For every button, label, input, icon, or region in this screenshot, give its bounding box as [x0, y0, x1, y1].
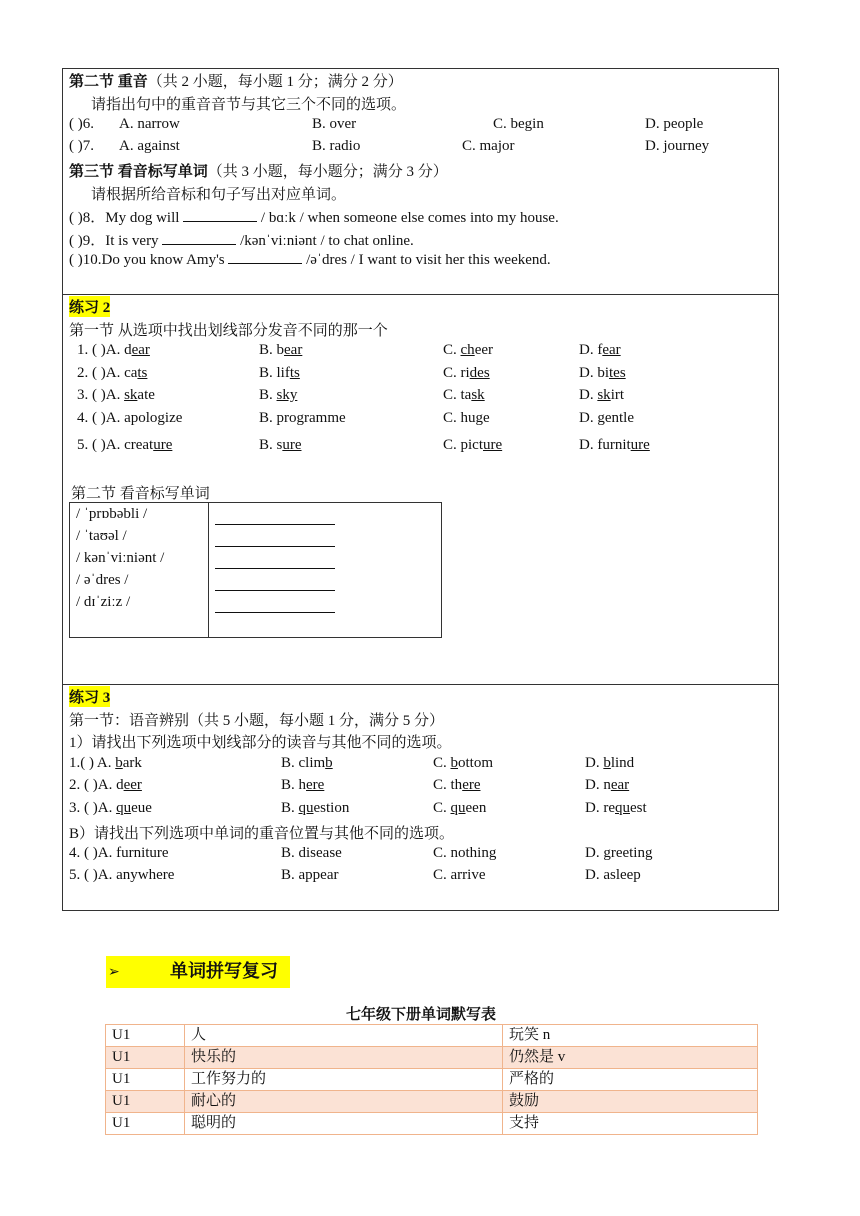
exercise-3-section1: 第一节：语音辨别（共 5 小题，每小题 1 分，满分 5 分）	[69, 713, 445, 729]
answer-line-3[interactable]	[215, 547, 335, 569]
exercise-2-item-3	[77, 387, 757, 407]
option-d: D. asleep	[585, 867, 641, 883]
option-c: C. there	[433, 777, 481, 793]
option-c: C. queen	[433, 800, 487, 816]
word-cell: 耐心的	[185, 1091, 503, 1113]
q10-stem: ( )10.Do you know Amy's	[69, 252, 225, 268]
question-8	[69, 206, 559, 227]
option-c: C. huge	[443, 410, 490, 426]
q8-ipa: / bɑːk / when someone else comes into my house.	[260, 210, 559, 226]
section2-heading	[69, 70, 403, 91]
option-d: D. fear	[579, 342, 621, 358]
q8-stem: ( )8．My dog will	[69, 210, 180, 226]
option-a: 4. ( )A. apologize	[77, 410, 183, 426]
exercise-3-item-1	[69, 755, 769, 775]
option-c: C. picture	[443, 437, 503, 453]
option-a: 2. ( )A. cats	[77, 365, 148, 381]
section2-note: （共 2 小题，每小题 1 分；满分 2 分）	[147, 74, 403, 90]
option-b: B. bear	[259, 342, 303, 358]
option-d: D. greeting	[585, 845, 653, 861]
option-c: C. bottom	[433, 755, 494, 771]
option-b: B. sky	[259, 387, 298, 403]
q6-option-b: B. over	[312, 116, 357, 132]
q7-option-d: D. journey	[645, 138, 710, 154]
unit-cell: U1	[106, 1091, 185, 1113]
option-a: 3. ( )A. skate	[77, 387, 155, 403]
option-d: D. near	[585, 777, 630, 793]
section2-instruction: 请指出句中的重音音节与其它三个不同的选项。	[91, 97, 407, 113]
exercise-3-item-3	[69, 800, 769, 820]
word-cell: 人	[185, 1025, 503, 1047]
phonetic-3: / kənˈviːniənt /	[76, 550, 165, 566]
vocab-row	[106, 1047, 758, 1069]
option-d: D. furniture	[579, 437, 650, 453]
question-6	[69, 116, 769, 136]
question-10	[69, 251, 551, 269]
phonetic-column	[70, 503, 209, 638]
option-a: 1. ( )A. dear	[77, 342, 150, 358]
exercise-3-item-2	[69, 777, 769, 797]
word-cell: 严格的	[503, 1069, 758, 1091]
exercise-3-title: 练习 3	[69, 686, 110, 707]
answer-line-5[interactable]	[215, 591, 335, 613]
word-cell: 快乐的	[185, 1047, 503, 1069]
q7-number: ( )7.	[69, 138, 94, 154]
option-b: B. here	[281, 777, 325, 793]
word-cell: 仍然是 v	[503, 1047, 758, 1069]
option-a: 3. ( )A. queue	[69, 800, 152, 816]
exercise-3-instruction-2: B）请找出下列选项中单词的重音位置与其他不同的选项。	[69, 826, 455, 842]
q7-option-a: A. against	[119, 138, 180, 154]
unit-cell: U1	[106, 1047, 185, 1069]
exercise-2-item-1	[77, 342, 757, 362]
option-b: B. programme	[259, 410, 346, 426]
exercise-2-item-5	[77, 437, 757, 457]
q7-option-c: C. major	[462, 138, 515, 154]
word-cell: 聪明的	[185, 1113, 503, 1135]
q7-option-b: B. radio	[312, 138, 361, 154]
unit-cell: U1	[106, 1113, 185, 1135]
q10-ipa: /əˈdres / I want to visit her this weekend.	[306, 252, 551, 268]
q8-blank[interactable]	[183, 209, 257, 222]
exercise-2-section2: 第二节 看音标写单词	[71, 486, 210, 502]
question-7	[69, 138, 769, 158]
answer-line-4[interactable]	[215, 569, 335, 591]
review-heading	[106, 956, 290, 988]
unit-cell: U1	[106, 1069, 185, 1091]
vocab-row	[106, 1025, 758, 1047]
option-b: B. appear	[281, 867, 339, 883]
q9-ipa: /kənˈviːniənt / to chat online.	[240, 233, 414, 249]
answer-column	[209, 503, 442, 638]
exercise-2-item-2	[77, 365, 757, 385]
word-cell: 工作努力的	[185, 1069, 503, 1091]
question-9	[69, 229, 414, 250]
section3-title: 第三节 看音标写单词	[69, 164, 208, 180]
option-c: C. rides	[443, 365, 490, 381]
phonetic-5: / dɪˈziːz /	[76, 594, 131, 610]
option-d: D. bites	[579, 365, 626, 381]
option-d: D. request	[585, 800, 647, 816]
q6-option-c: C. begin	[493, 116, 544, 132]
option-a: 5. ( )A. anywhere	[69, 867, 175, 883]
option-c: C. task	[443, 387, 485, 403]
bullet-arrow-icon: ➢	[108, 964, 120, 980]
phonetic-2: / ˈtaʊəl /	[76, 528, 127, 544]
word-cell: 鼓励	[503, 1091, 758, 1113]
section2-title: 第二节 重音	[69, 74, 148, 90]
answer-line-1[interactable]	[215, 503, 335, 525]
vocab-table	[105, 1024, 758, 1135]
option-b: B. climb	[281, 755, 333, 771]
option-d: D. skirt	[579, 387, 625, 403]
q9-blank[interactable]	[162, 232, 236, 245]
q9-stem: ( )9．It is very	[69, 233, 159, 249]
vocab-row	[106, 1113, 758, 1135]
answer-line-2[interactable]	[215, 525, 335, 547]
word-cell: 支持	[503, 1113, 758, 1135]
option-d: D. blind	[585, 755, 635, 771]
option-a: 2. ( )A. deer	[69, 777, 142, 793]
option-c: C. nothing	[433, 845, 497, 861]
phonetic-table	[69, 502, 442, 638]
exercise-3-item-5	[69, 867, 769, 887]
option-d: D. gentle	[579, 410, 634, 426]
option-b: B. lifts	[259, 365, 300, 381]
q10-blank[interactable]	[228, 251, 302, 264]
option-b: B. question	[281, 800, 350, 816]
option-b: B. sure	[259, 437, 302, 453]
exercise-2-section1: 第一节 从选项中找出划线部分发音不同的那一个	[69, 323, 388, 339]
q6-number: ( )6.	[69, 116, 94, 132]
vocab-table-title: 七年级下册单词默写表	[346, 1007, 497, 1023]
section3-heading	[69, 160, 448, 181]
section3-note: （共 3 小题，每小题分；满分 3 分）	[207, 164, 448, 180]
vocab-row	[106, 1069, 758, 1091]
q6-option-a: A. narrow	[119, 116, 180, 132]
option-c: C. arrive	[433, 867, 486, 883]
exercise-2-item-4	[77, 410, 757, 430]
section3-instruction: 请根据所给音标和句子写出对应单词。	[91, 187, 347, 203]
vocab-row	[106, 1091, 758, 1113]
exercise-3-instruction-1: 1）请找出下列选项中划线部分的读音与其他不同的选项。	[69, 735, 452, 751]
option-c: C. cheer	[443, 342, 493, 358]
option-a: 5. ( )A. creature	[77, 437, 173, 453]
q6-option-d: D. people	[645, 116, 704, 132]
exercise-2-title: 练习 2	[69, 296, 110, 317]
option-a: 4. ( )A. furniture	[69, 845, 169, 861]
option-b: B. disease	[281, 845, 342, 861]
review-title: 单词拼写复习	[170, 961, 278, 982]
unit-cell: U1	[106, 1025, 185, 1047]
word-cell: 玩笑 n	[503, 1025, 758, 1047]
phonetic-1: / ˈprɒbəbli /	[76, 506, 148, 522]
exercise-3-item-4	[69, 845, 769, 865]
option-a: 1.( ) A. bark	[69, 755, 142, 771]
phonetic-4: / əˈdres /	[76, 572, 129, 588]
